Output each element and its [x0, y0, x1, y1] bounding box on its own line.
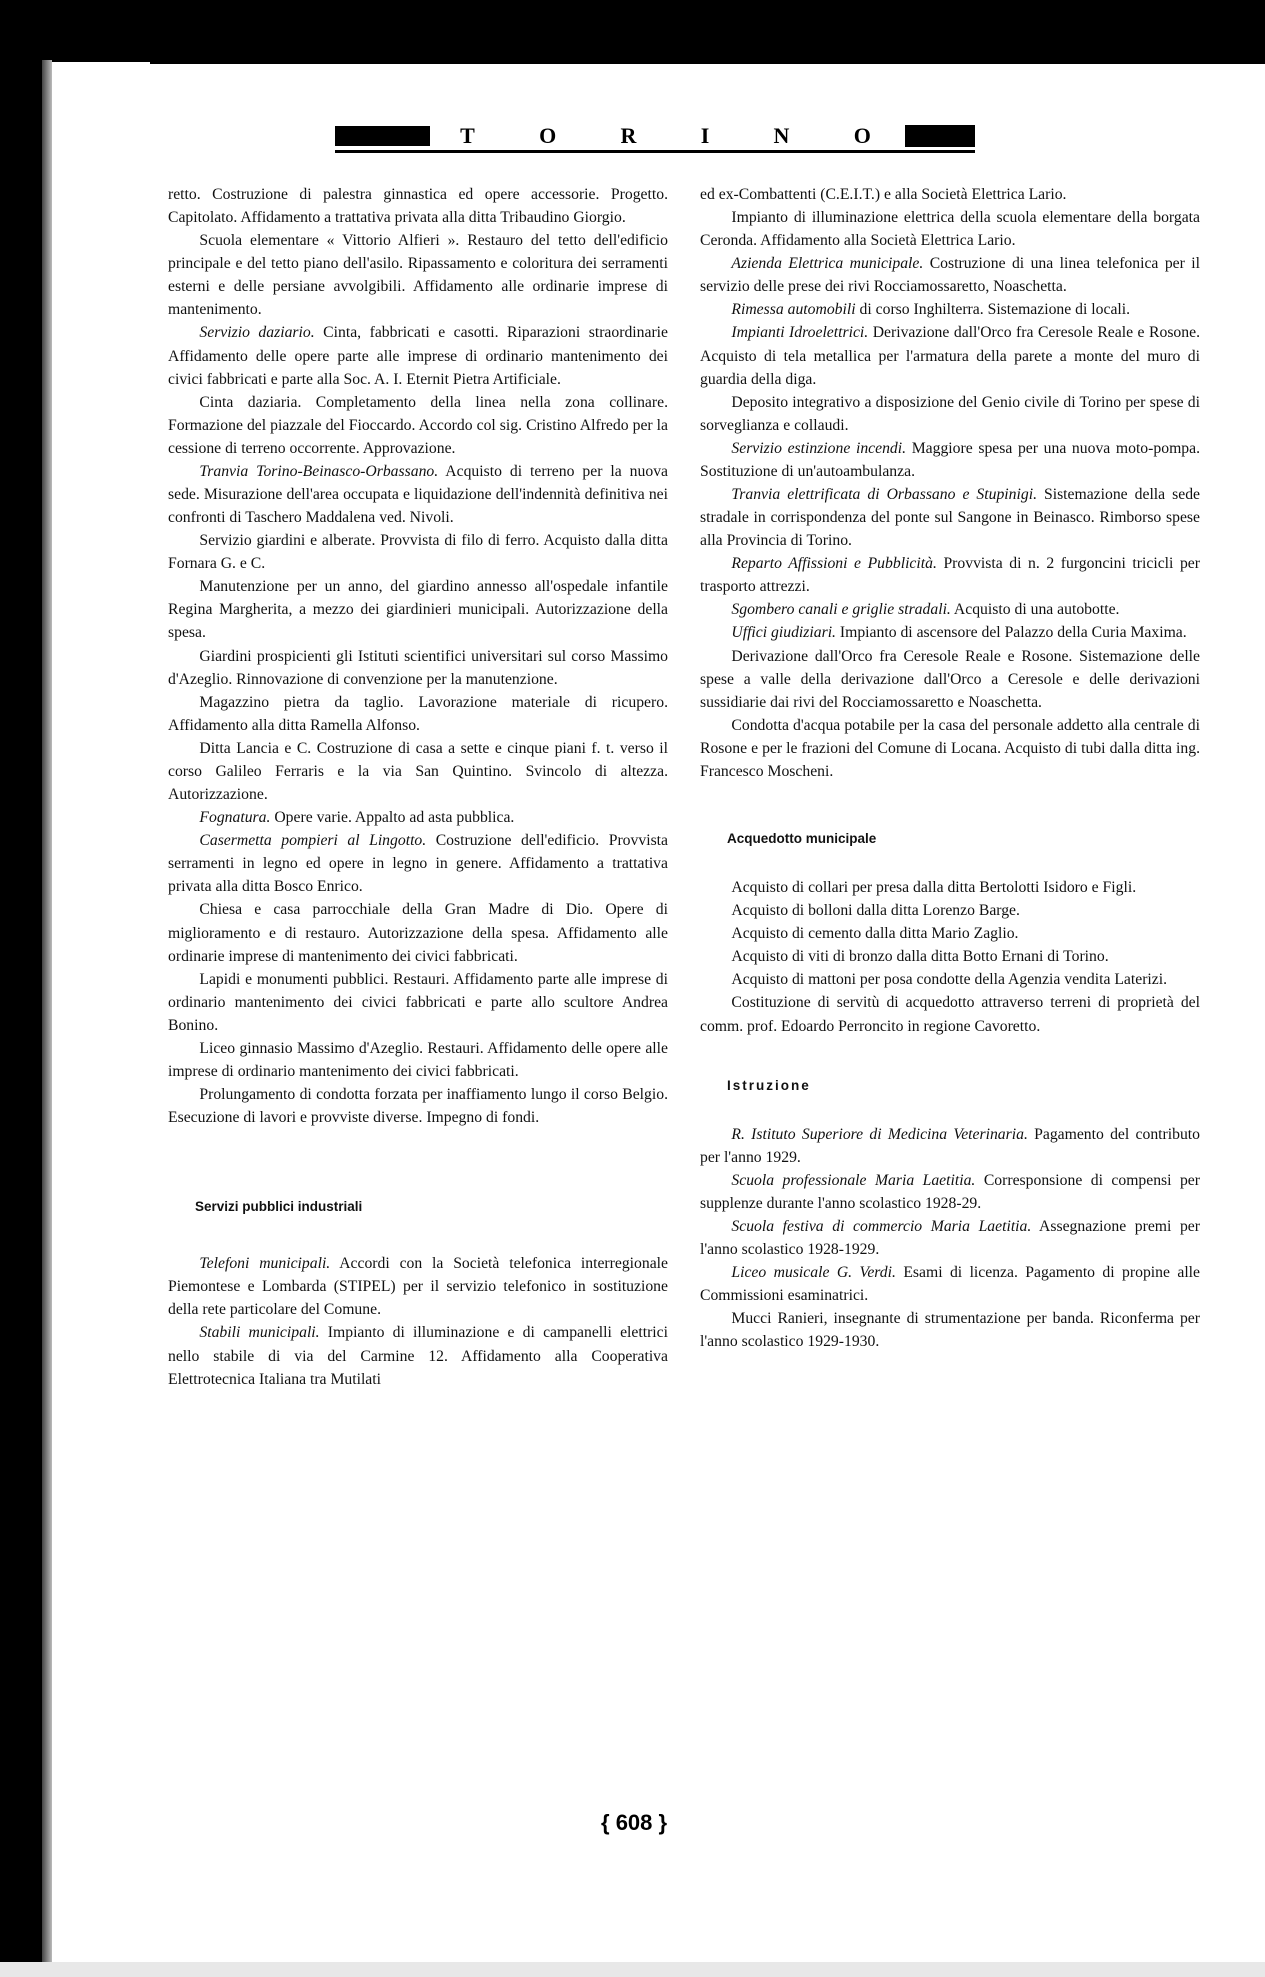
entry-text: Maggiore spesa per una nuova moto-pompa. Sostituzione di un'autoambulanza. [700, 439, 1200, 480]
paragraph [700, 252, 1200, 298]
paragraph: Ditta Lancia e C. Costruzione di casa a sette e cinque piani f. t. verso il corso Galileo Ferraris e la via San Quintino. Svincolo di altezza. Autorizzazione. [168, 739, 668, 804]
paragraph [700, 437, 1200, 483]
entry-heading: Uffici giudiziari. [731, 624, 836, 642]
paragraph: Liceo ginnasio Massimo d'Azeglio. Restauri. Affidamento delle opere alle imprese di ordinario mantenimento dei civici fabbricati. [168, 1039, 668, 1080]
paragraph: Acquisto di bolloni dalla ditta Lorenzo Barge. [731, 902, 1020, 920]
page-number-ornament-right: } [652, 1810, 668, 1835]
paragraph [700, 1169, 1200, 1215]
paragraph: Acquisto di collari per presa dalla ditta Bertolotti Isidoro e Figli. [731, 879, 1137, 897]
header-letter: O [853, 123, 875, 148]
scan-border-left-shadow [42, 60, 52, 1977]
entry-text: Esami di licenza. Pagamento di propine alle Commissioni esaminatrici. [700, 1264, 1200, 1305]
entry-heading: Liceo musicale G. Verdi. [731, 1264, 896, 1282]
entry-text: Opere varie. Appalto ad asta pubblica. [270, 809, 515, 827]
left-column [168, 183, 668, 1391]
paragraph: Acquisto di cemento dalla ditta Mario Zaglio. [731, 925, 1019, 943]
paragraph: retto. Costruzione di palestra ginnastica ed opere accessorie. Progetto. Capitolato. Affidamento a trattativa privata alla ditta Tribaudino Giorgio. [168, 186, 668, 227]
section-heading: Servizi pubblici industriali [195, 1199, 363, 1215]
page-number-value: 608 [615, 1810, 653, 1835]
entry-text: Impianto di illuminazione e di campanelli elettrici nello stabile di via del Carmine 12. Affidamento alla Cooperativa Elettrotecnica Italiana tra Mutilati [168, 1324, 668, 1388]
paragraph: Deposito integrativo a disposizione del Genio civile di Torino per spese di sorveglianza e collaudi. [700, 393, 1200, 434]
entry-text: Acquisto di una autobotte. [950, 601, 1120, 619]
paragraph: Impianto di illuminazione elettrica della scuola elementare della borgata Ceronda. Affidamento alla Società Elettrica Lario. [700, 209, 1200, 250]
header-letter: I [700, 123, 714, 148]
entry-heading: Stabili municipali. [199, 1324, 320, 1342]
paragraph: Giardini prospicienti gli Istituti scientifici universitari sul corso Massimo d'Azeglio. Rinnovazione di convenzione per la manutenzione. [168, 647, 668, 688]
paragraph [700, 598, 1200, 621]
entry-heading: Sgombero canali e griglie stradali. [731, 601, 951, 619]
paragraph [168, 829, 668, 898]
entry-text: Cinta, fabbricati e casotti. Riparazioni straordinarie Affidamento delle opere parte alle imprese di ordinario mantenimento dei civici fabbricati e parte alla Soc. A. I. Eternit Pietra Artificiale. [168, 324, 668, 388]
paragraph [700, 621, 1200, 644]
paragraph [700, 321, 1200, 390]
entry-text: di corso Inghilterra. Sistemazione di locali. [855, 301, 1131, 319]
header-ornament-left [335, 126, 430, 146]
paragraph: Scuola elementare « Vittorio Alfieri ». Restauro del tetto dell'edificio principale e del tetto piano dell'asilo. Ripassamento e coloritura dei serramenti esterni e delle persiane avvolgibili. Affidamento alle ordinarie imprese di mantenimento. [168, 232, 668, 319]
entry-text: Assegnazione premi per l'anno scolastico 1928-1929. [700, 1217, 1200, 1258]
entry-heading: Tranvia Torino-Beinasco-Orbassano. [199, 462, 439, 480]
header-ornament-right [905, 125, 975, 147]
paragraph: Mucci Ranieri, insegnante di strumentazione per banda. Riconferma per l'anno scolastico 1929-1930. [700, 1310, 1200, 1351]
entry-heading: Servizio estinzione incendi. [731, 439, 907, 457]
paragraph: Magazzino pietra da taglio. Lavorazione materiale di ricupero. Affidamento alla ditta Ramella Alfonso. [168, 693, 668, 734]
paragraph: Acquisto di viti di bronzo dalla ditta Botto Ernani di Torino. [731, 948, 1109, 966]
scan-border-left [0, 0, 42, 1977]
paragraph [168, 1321, 668, 1390]
section-heading: Istruzione [727, 1077, 811, 1093]
entry-text: Pagamento del contributo per l'anno 1929. [700, 1125, 1200, 1166]
entry-text: Derivazione dall'Orco fra Ceresole Reale e Rosone. Acquisto di tela metallica per l'armatura della parete a monte del muro di guardia della diga. [700, 324, 1200, 388]
header-letter: N [773, 123, 794, 148]
header-title [430, 123, 905, 149]
entry-heading: Azienda Elettrica municipale. [731, 255, 924, 273]
paragraph [700, 1215, 1200, 1261]
page-number [601, 1810, 667, 1836]
entry-heading: Scuola festiva di commercio Maria Laetitia. [731, 1217, 1032, 1235]
entry-heading: Servizio daziario. [199, 324, 315, 342]
paragraph [168, 321, 668, 390]
paragraph [700, 552, 1200, 598]
header-letter: O [539, 123, 561, 148]
paragraph: Manutenzione per un anno, del giardino annesso all'ospedale infantile Regina Margherita, a mezzo dei giardinieri municipali. Autorizzazione della spesa. [168, 578, 668, 642]
right-column [700, 183, 1200, 1353]
entry-text: Costruzione dell'edificio. Provvista serramenti in legno ed opere in legno in genere. Affidamento a trattativa privata alla ditta Bosco Enrico. [168, 832, 668, 896]
paragraph [700, 298, 1200, 321]
section-heading: Acquedotto municipale [727, 831, 877, 847]
paragraph [168, 1252, 668, 1321]
paragraph [700, 1261, 1200, 1307]
entry-heading: Impianti Idroelettrici. [731, 324, 869, 342]
paragraph: Lapidi e monumenti pubblici. Restauri. Affidamento parte alle imprese di ordinario mantenimento dei civici fabbricati e parte allo scultore Andrea Bonino. [168, 970, 668, 1034]
paragraph: Costituzione di servitù di acquedotto attraverso terreni di proprietà del comm. prof. Edoardo Perroncito in regione Cavoretto. [700, 994, 1200, 1035]
entry-heading: Fognatura. [199, 809, 271, 827]
paragraph [700, 1123, 1200, 1169]
paragraph: Cinta daziaria. Completamento della linea nella zona collinare. Formazione del piazzale del Fioccardo. Accordo col sig. Cristino Alfredo per la cessione di terreno occorrente. Approvazione. [168, 393, 668, 457]
entry-text: Sistemazione della sede stradale in corrispondenza del ponte sul Sangone in Beinasco. Rimborso spese alla Provincia di Torino. [700, 486, 1201, 550]
paragraph: Condotta d'acqua potabile per la casa del personale addetto alla centrale di Rosone e per le frazioni del Comune di Locana. Acquisto di tubi dalla ditta ing. Francesco Moscheni. [700, 716, 1200, 780]
paragraph: ed ex-Combattenti (C.E.I.T.) e alla Società Elettrica Lario. [700, 186, 1067, 203]
scan-border-bottom [0, 1962, 1265, 1977]
header-letter: T [460, 123, 479, 148]
scan-border-top-edge [150, 48, 1265, 64]
entry-text: Provvista di n. 2 furgoncini tricicli per trasporto attrezzi. [700, 555, 1200, 596]
header-letter: R [620, 123, 641, 148]
entry-heading: Telefoni municipali. [199, 1255, 331, 1273]
entry-text: Impianto di ascensore del Palazzo della Curia Maxima. [835, 624, 1187, 642]
entry-heading: R. Istituto Superiore di Medicina Veterinaria. [731, 1125, 1028, 1143]
paragraph: Chiesa e casa parrocchiale della Gran Madre di Dio. Opere di miglioramento e di restauro. Autorizzazione della spesa. Affidamento alle ordinarie imprese di mantenimento dei civici fabbricati. [168, 901, 668, 965]
running-header [335, 122, 975, 153]
paragraph: Servizio giardini e alberate. Provvista di filo di ferro. Acquisto dalla ditta Fornara G. e C. [168, 532, 668, 573]
paragraph [168, 806, 668, 829]
paragraph: Prolungamento di condotta forzata per inaffiamento lungo il corso Belgio. Esecuzione di lavori e provviste diverse. Impegno di fondi. [168, 1086, 668, 1127]
paragraph: Derivazione dall'Orco fra Ceresole Reale e Rosone. Sistemazione delle spese a valle della derivazione dall'Orco a Ceresole e delle derivazioni sussidiarie dai rivi del Rocciamossaretto e Noaschetta. [700, 647, 1200, 711]
paragraph [700, 483, 1200, 552]
paragraph [168, 460, 668, 529]
paragraph: Acquisto di mattoni per posa condotte della Agenzia vendita Laterizi. [731, 971, 1168, 989]
entry-text: Corresponsione di compensi per supplenze durante l'anno scolastico 1928-29. [700, 1171, 1200, 1212]
page-number-ornament-left: { [601, 1810, 616, 1835]
entry-heading: Scuola professionale Maria Laetitia. [731, 1171, 976, 1189]
entry-text: Acquisto di terreno per la nuova sede. Misurazione dell'area occupata e liquidazione dell'indennità definitiva nei confronti di Taschero Maddalena ved. Nivoli. [168, 462, 668, 527]
entry-heading: Casermetta pompieri al Lingotto. [199, 832, 427, 850]
entry-heading: Tranvia elettrificata di Orbassano e Stupinigi. [731, 486, 1037, 504]
entry-heading: Rimessa automobili [731, 301, 856, 319]
entry-text: Costruzione di una linea telefonica per il servizio delle prese dei rivi Rocciamossaretto, Noaschetta. [700, 255, 1200, 296]
entry-heading: Reparto Affissioni e Pubblicità. [731, 555, 937, 573]
entry-text: Accordi con la Società telefonica interregionale Piemontese e Lombarda (STIPEL) per il servizio telefonico in sostituzione della rete particolare del Comune. [168, 1255, 668, 1319]
